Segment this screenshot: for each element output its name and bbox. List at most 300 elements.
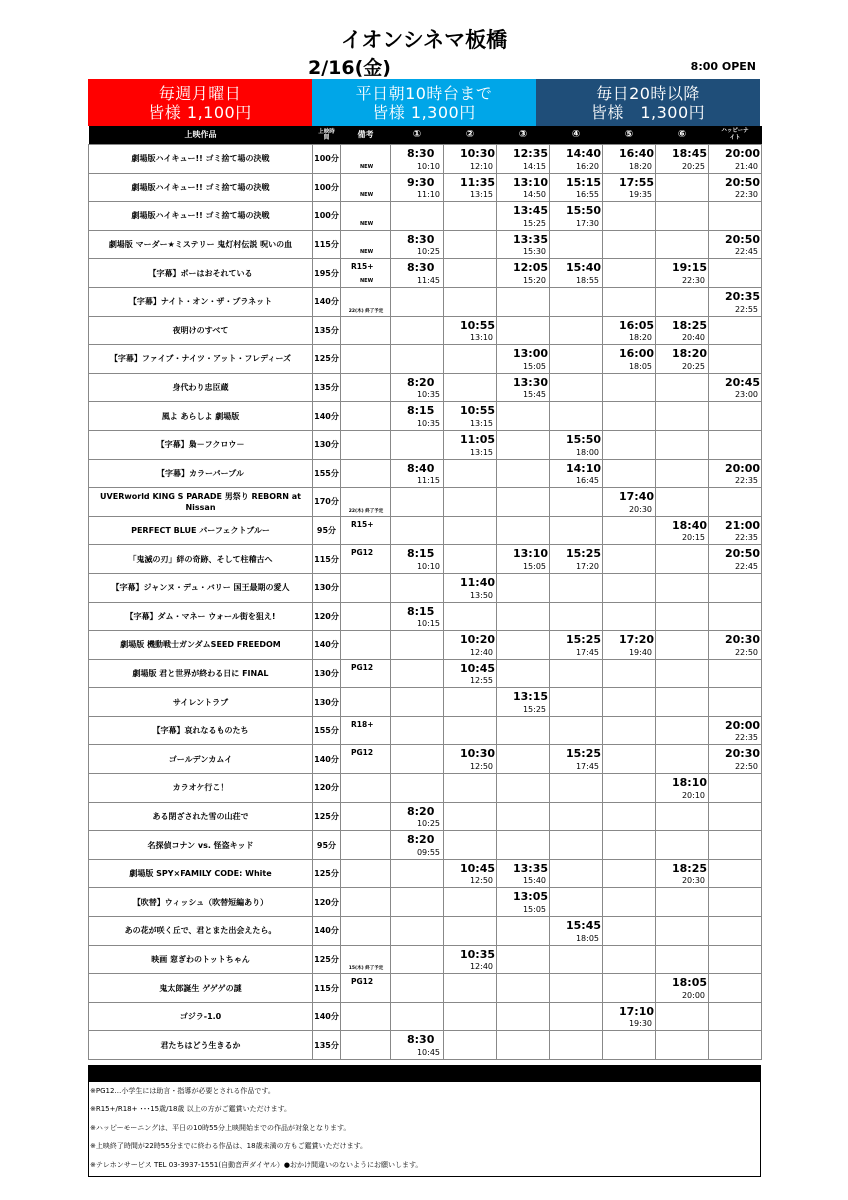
showtime-cell-screen-1 [391, 173, 444, 202]
showtime-cell-screen-5 [603, 917, 656, 946]
end-time: 17:45 [575, 762, 599, 772]
showtime-cell-screen-1 [391, 316, 444, 345]
showtime-cell-screen-2 [444, 202, 497, 231]
movie-duration: 135分 [313, 1031, 341, 1060]
start-time: 18:40 [672, 518, 708, 532]
showtime-cell-screen-6 [656, 659, 709, 688]
showtime-cell-screen-4 [550, 516, 603, 545]
showtime-cell-screen-6 [656, 945, 709, 974]
movie-duration: 140分 [313, 745, 341, 774]
start-time: 8:15 [407, 547, 435, 561]
start-time: 14:10 [566, 461, 602, 475]
showtime-cell-screen-2 [444, 631, 497, 660]
showtime-cell-screen-1 [391, 1002, 444, 1031]
movie-title: 夜明けのすべて [89, 316, 313, 345]
schedule-body [89, 145, 762, 1060]
showtime-cell-screen-2 [444, 974, 497, 1003]
showtime-cell-screen-5 [603, 774, 656, 803]
showtime-cell-screen-6 [656, 230, 709, 259]
showtime-cell-screen-6 [656, 488, 709, 517]
showtime-cell-screen-2 [444, 945, 497, 974]
showtime-cell-screen-5 [603, 631, 656, 660]
end-time: 13:15 [469, 447, 493, 457]
table-row [89, 859, 762, 888]
showtime-cell-screen-5 [603, 373, 656, 402]
start-time: 18:25 [672, 318, 708, 332]
movie-note [341, 831, 391, 860]
showtime-cell-happy-night [709, 573, 762, 602]
showtime-cell-screen-6 [656, 545, 709, 574]
showtime-cell-screen-2 [444, 516, 497, 545]
showtime-cell-screen-4 [550, 488, 603, 517]
movie-duration: 115分 [313, 545, 341, 574]
showtime-cell-screen-2 [444, 173, 497, 202]
start-time: 11:05 [460, 432, 496, 446]
showtime-cell-happy-night [709, 287, 762, 316]
showtime-cell-screen-3 [497, 545, 550, 574]
movie-title: 劇場版ハイキュー!! ゴミ捨て場の決戦 [89, 202, 313, 231]
showtime-cell-screen-3 [497, 459, 550, 488]
showtime-cell-screen-4 [550, 287, 603, 316]
showtime-cell-screen-4 [550, 802, 603, 831]
movie-title: UVERworld KING S PARADE 男祭り REBORN at Nissan [89, 488, 313, 517]
table-row [89, 516, 762, 545]
showtime-cell-screen-4 [550, 402, 603, 431]
rating-badge: PG12 [351, 662, 374, 672]
end-time: 20:25 [681, 361, 705, 371]
price-banners [88, 79, 760, 126]
showtime-cell-screen-5 [603, 459, 656, 488]
start-time: 20:50 [725, 232, 761, 246]
end-time: 12:50 [469, 762, 493, 772]
movie-note [341, 774, 391, 803]
movie-title: サイレントラブ [89, 688, 313, 717]
showtime-cell-screen-6 [656, 573, 709, 602]
showtime-cell-happy-night [709, 1002, 762, 1031]
showtime-cell-screen-2 [444, 745, 497, 774]
end-time: 13:10 [469, 333, 493, 343]
movie-note [341, 202, 391, 231]
note-line: ※テレホンサービス TEL 03-3937-1551(自動音声ダイヤル）●おかけ間違いのないようにお願いします。 [90, 1160, 423, 1169]
start-time: 11:40 [460, 575, 496, 589]
showtime-cell-screen-6 [656, 774, 709, 803]
schedule-table [88, 126, 762, 1060]
table-row [89, 573, 762, 602]
end-time: 22:45 [734, 561, 758, 571]
showtime-cell-screen-3 [497, 974, 550, 1003]
end-time: 21:40 [734, 161, 758, 171]
movie-duration: 100分 [313, 145, 341, 174]
showtime-cell-screen-6 [656, 917, 709, 946]
movie-duration: 135分 [313, 316, 341, 345]
showtime-cell-happy-night [709, 430, 762, 459]
showtime-cell-screen-4 [550, 945, 603, 974]
rating-badge: R15+ [351, 262, 374, 272]
weekday-morning-price-banner [312, 79, 536, 126]
movie-note [341, 1031, 391, 1060]
start-time: 12:05 [513, 261, 549, 275]
showtime-cell-screen-2 [444, 316, 497, 345]
showtime-cell-screen-1 [391, 402, 444, 431]
start-time: 8:40 [407, 461, 435, 475]
movie-note [341, 688, 391, 717]
showtime-cell-screen-2 [444, 287, 497, 316]
end-time: 16:55 [575, 190, 599, 200]
movie-note [341, 859, 391, 888]
end-time: 12:40 [469, 962, 493, 972]
table-row [89, 745, 762, 774]
showtime-cell-happy-night [709, 774, 762, 803]
showtime-cell-happy-night [709, 202, 762, 231]
table-row [89, 230, 762, 259]
showtime-cell-happy-night [709, 316, 762, 345]
end-time: 22:30 [681, 275, 705, 285]
end-time: 20:00 [681, 990, 705, 1000]
showtime-cell-happy-night [709, 602, 762, 631]
showtime-cell-screen-3 [497, 1002, 550, 1031]
table-row [89, 917, 762, 946]
movie-title: 劇場版 機動戦士ガンダムSEED FREEDOM [89, 631, 313, 660]
end-time: 20:15 [681, 533, 705, 543]
showtime-cell-happy-night [709, 488, 762, 517]
end-time: 18:00 [575, 447, 599, 457]
showtime-cell-screen-4 [550, 631, 603, 660]
table-row [89, 173, 762, 202]
showtime-cell-screen-2 [444, 602, 497, 631]
end-time: 15:05 [522, 905, 546, 915]
movie-title: 【字幕】カラーパープル [89, 459, 313, 488]
movie-duration: 130分 [313, 430, 341, 459]
header-note: 備考 [341, 126, 391, 145]
movie-note [341, 545, 391, 574]
movie-title: 名探偵コナン vs. 怪盗キッド [89, 831, 313, 860]
showtime-cell-screen-5 [603, 859, 656, 888]
showtime-cell-screen-4 [550, 602, 603, 631]
end-time: 10:25 [416, 819, 440, 829]
showtime-cell-screen-1 [391, 202, 444, 231]
showtime-cell-screen-4 [550, 774, 603, 803]
movie-duration: 120分 [313, 774, 341, 803]
showtime-cell-screen-1 [391, 545, 444, 574]
end-date-note: 22(木) 終了予定 [348, 308, 384, 314]
start-time: 20:00 [725, 147, 761, 160]
movie-duration: 140分 [313, 631, 341, 660]
movie-note [341, 888, 391, 917]
showtime-cell-screen-3 [497, 488, 550, 517]
showtime-cell-screen-6 [656, 831, 709, 860]
notes-box [88, 1082, 761, 1177]
showtime-cell-screen-4 [550, 230, 603, 259]
movie-note [341, 259, 391, 288]
movie-duration: 100分 [313, 173, 341, 202]
table-row [89, 316, 762, 345]
showtime-cell-screen-2 [444, 259, 497, 288]
showtime-cell-happy-night [709, 545, 762, 574]
showtime-cell-screen-2 [444, 145, 497, 174]
showtime-cell-screen-2 [444, 659, 497, 688]
movie-note [341, 1002, 391, 1031]
movie-title: ゴジラ-1.0 [89, 1002, 313, 1031]
end-time: 15:25 [522, 704, 546, 714]
new-badge: NEW [360, 220, 374, 227]
banner-heading: 毎日20時以降 [596, 83, 700, 103]
showtime-cell-screen-5 [603, 173, 656, 202]
showtime-cell-screen-1 [391, 230, 444, 259]
movie-duration: 115分 [313, 230, 341, 259]
new-badge: NEW [360, 192, 374, 199]
table-row [89, 145, 762, 174]
movie-note [341, 573, 391, 602]
new-badge: NEW [360, 163, 374, 170]
start-time: 13:35 [513, 861, 549, 875]
movie-note [341, 173, 391, 202]
showtime-cell-happy-night [709, 802, 762, 831]
showtime-cell-screen-2 [444, 402, 497, 431]
movie-duration: 95分 [313, 831, 341, 860]
start-time: 10:45 [460, 661, 496, 675]
showtime-cell-screen-3 [497, 345, 550, 374]
showtime-cell-screen-2 [444, 573, 497, 602]
showtime-cell-screen-2 [444, 831, 497, 860]
showtime-cell-screen-5 [603, 402, 656, 431]
showtime-cell-screen-3 [497, 430, 550, 459]
end-time: 22:35 [734, 733, 758, 743]
banner-price: 皆様 1,300円 [590, 102, 706, 122]
showtime-cell-screen-1 [391, 373, 444, 402]
start-time: 18:25 [672, 861, 708, 875]
start-time: 8:30 [407, 232, 435, 246]
start-time: 18:20 [672, 347, 708, 361]
movie-note [341, 145, 391, 174]
showtime-cell-screen-6 [656, 888, 709, 917]
start-time: 14:40 [566, 147, 602, 160]
end-time: 20:25 [681, 161, 705, 171]
start-time: 20:35 [725, 289, 761, 303]
showtime-cell-screen-5 [603, 802, 656, 831]
end-time: 20:10 [681, 790, 705, 800]
movie-duration: 155分 [313, 716, 341, 745]
movie-title: 劇場版 SPY×FAMILY CODE: White [89, 859, 313, 888]
showtime-cell-screen-5 [603, 230, 656, 259]
movie-note [341, 488, 391, 517]
start-time: 10:30 [460, 147, 496, 160]
showtime-cell-screen-2 [444, 1002, 497, 1031]
table-row [89, 716, 762, 745]
movie-note [341, 287, 391, 316]
showtime-cell-screen-1 [391, 888, 444, 917]
end-time: 22:35 [734, 533, 758, 543]
showtime-cell-happy-night [709, 259, 762, 288]
showtime-cell-screen-4 [550, 430, 603, 459]
end-time: 15:05 [522, 561, 546, 571]
start-time: 13:30 [513, 375, 549, 389]
end-time: 18:20 [628, 333, 652, 343]
end-time: 18:05 [575, 933, 599, 943]
table-row [89, 287, 762, 316]
start-time: 12:35 [513, 147, 549, 160]
movie-note [341, 659, 391, 688]
start-time: 15:50 [566, 204, 602, 218]
movie-duration: 120分 [313, 888, 341, 917]
showtime-cell-screen-5 [603, 573, 656, 602]
showtime-cell-screen-5 [603, 602, 656, 631]
monday-price-banner [88, 79, 312, 126]
movie-note [341, 430, 391, 459]
start-time: 15:40 [566, 261, 602, 275]
footer-bar [88, 1065, 761, 1082]
showtime-cell-screen-6 [656, 316, 709, 345]
end-time: 22:35 [734, 476, 758, 486]
new-badge: NEW [360, 249, 374, 256]
showtime-cell-screen-6 [656, 373, 709, 402]
showtime-cell-screen-1 [391, 1031, 444, 1060]
start-time: 17:20 [619, 633, 655, 647]
showtime-cell-screen-1 [391, 516, 444, 545]
showtime-cell-screen-1 [391, 659, 444, 688]
table-row [89, 774, 762, 803]
end-time: 12:10 [469, 161, 493, 171]
movie-note [341, 373, 391, 402]
showtime-cell-screen-2 [444, 774, 497, 803]
showtime-cell-screen-2 [444, 545, 497, 574]
header-title: 上映作品 [89, 126, 313, 145]
note-line: ※R15+/R18+ ･･･15歳/18歳 以上の方がご鑑賞いただけます。 [90, 1105, 292, 1114]
start-time: 16:00 [619, 347, 655, 361]
table-row [89, 259, 762, 288]
start-time: 13:00 [513, 347, 549, 361]
start-time: 13:10 [513, 547, 549, 561]
showtime-cell-screen-4 [550, 688, 603, 717]
showtime-cell-screen-5 [603, 287, 656, 316]
start-time: 20:50 [725, 547, 761, 561]
start-time: 20:00 [725, 718, 761, 732]
movie-duration: 125分 [313, 802, 341, 831]
showtime-cell-screen-4 [550, 716, 603, 745]
start-time: 8:20 [407, 804, 435, 818]
start-time: 8:30 [407, 1033, 435, 1047]
showtime-cell-screen-6 [656, 602, 709, 631]
showtime-cell-screen-5 [603, 316, 656, 345]
start-time: 8:20 [407, 375, 435, 389]
table-row [89, 688, 762, 717]
showtime-cell-screen-4 [550, 573, 603, 602]
movie-title: カラオケ行こ！ [89, 774, 313, 803]
showtime-cell-screen-2 [444, 888, 497, 917]
table-row [89, 430, 762, 459]
start-time: 10:55 [460, 404, 496, 418]
end-time: 11:10 [416, 190, 440, 200]
start-time: 17:10 [619, 1004, 655, 1018]
header-screen-3: ③ [497, 126, 550, 145]
start-time: 20:30 [725, 633, 761, 647]
showtime-cell-screen-3 [497, 745, 550, 774]
end-time: 15:20 [522, 275, 546, 285]
showtime-cell-happy-night [709, 831, 762, 860]
table-row [89, 459, 762, 488]
header-screen-5: ⑤ [603, 126, 656, 145]
start-time: 10:20 [460, 633, 496, 647]
movie-title: ある閉ざされた雪の山荘で [89, 802, 313, 831]
showtime-cell-screen-6 [656, 631, 709, 660]
showtime-cell-screen-3 [497, 516, 550, 545]
movie-duration: 135分 [313, 373, 341, 402]
start-time: 20:30 [725, 747, 761, 761]
end-time: 18:05 [628, 361, 652, 371]
showtime-cell-screen-4 [550, 459, 603, 488]
end-time: 15:40 [522, 876, 546, 886]
movie-title: 劇場版 君と世界が終わる日に FINAL [89, 659, 313, 688]
showtime-cell-screen-4 [550, 1031, 603, 1060]
note-line: ※ハッピーモーニングは、平日の10時55分上映開始までの作品が対象となります。 [90, 1123, 351, 1132]
showtime-cell-screen-3 [497, 573, 550, 602]
movie-note [341, 230, 391, 259]
showtime-cell-screen-5 [603, 716, 656, 745]
showtime-cell-screen-1 [391, 145, 444, 174]
start-time: 8:15 [407, 604, 435, 618]
schedule-date: 2/16(金) [308, 57, 391, 79]
movie-duration: 125分 [313, 859, 341, 888]
header-duration: 上映時間 [313, 126, 341, 145]
movie-duration: 170分 [313, 488, 341, 517]
table-row [89, 345, 762, 374]
showtime-cell-screen-6 [656, 173, 709, 202]
showtime-cell-screen-5 [603, 516, 656, 545]
showtime-cell-happy-night [709, 373, 762, 402]
showtime-cell-screen-3 [497, 774, 550, 803]
showtime-cell-screen-3 [497, 802, 550, 831]
showtime-cell-screen-3 [497, 402, 550, 431]
table-row [89, 974, 762, 1003]
start-time: 15:25 [566, 547, 602, 561]
movie-title: 劇場版ハイキュー!! ゴミ捨て場の決戦 [89, 173, 313, 202]
movie-note [341, 631, 391, 660]
start-time: 13:45 [513, 204, 549, 218]
showtime-cell-screen-1 [391, 745, 444, 774]
start-time: 8:30 [407, 261, 435, 275]
movie-duration: 140分 [313, 1002, 341, 1031]
header-screen-6: ⑥ [656, 126, 709, 145]
movie-title: 「鬼滅の刃」絆の奇跡、そして柱稽古へ [89, 545, 313, 574]
table-row [89, 1002, 762, 1031]
movie-title: あの花が咲く丘で、君とまた出会えたら。 [89, 917, 313, 946]
showtime-cell-screen-1 [391, 287, 444, 316]
showtime-cell-screen-5 [603, 888, 656, 917]
movie-duration: 130分 [313, 688, 341, 717]
showtime-cell-screen-3 [497, 859, 550, 888]
showtime-cell-happy-night [709, 631, 762, 660]
start-time: 18:10 [672, 776, 708, 790]
table-row [89, 202, 762, 231]
showtime-cell-screen-3 [497, 1031, 550, 1060]
end-time: 17:20 [575, 561, 599, 571]
start-time: 15:50 [566, 432, 602, 446]
showtime-cell-happy-night [709, 859, 762, 888]
showtime-cell-screen-5 [603, 145, 656, 174]
rating-badge: PG12 [351, 748, 374, 758]
showtime-cell-screen-2 [444, 345, 497, 374]
showtime-cell-screen-3 [497, 145, 550, 174]
end-time: 09:55 [416, 847, 440, 857]
showtime-cell-happy-night [709, 145, 762, 174]
start-time: 13:10 [513, 175, 549, 189]
movie-duration: 95分 [313, 516, 341, 545]
showtime-cell-screen-2 [444, 917, 497, 946]
rating-badge: PG12 [351, 548, 374, 558]
movie-duration: 140分 [313, 287, 341, 316]
movie-title: 鬼太郎誕生 ゲゲゲの謎 [89, 974, 313, 1003]
showtime-cell-screen-1 [391, 831, 444, 860]
showtime-cell-screen-3 [497, 602, 550, 631]
